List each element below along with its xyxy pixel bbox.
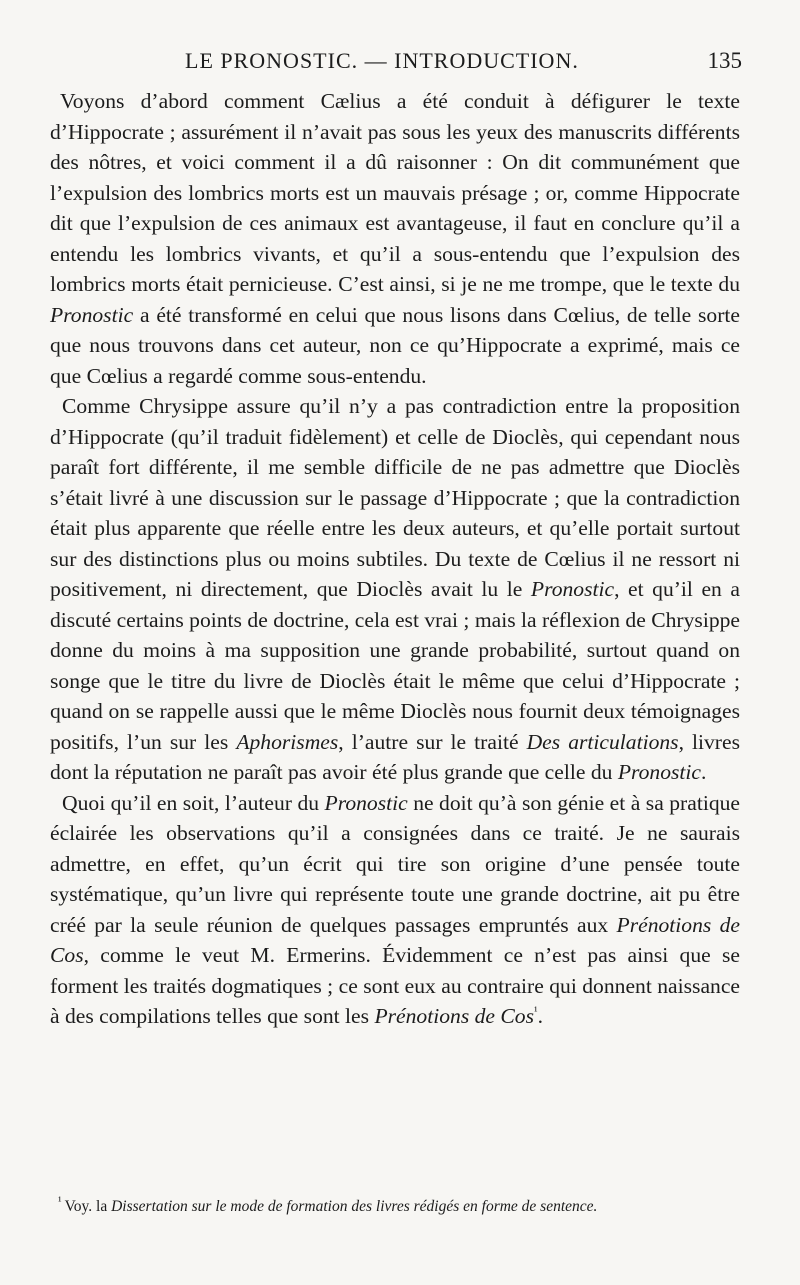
italic-title: Pronostic	[324, 790, 408, 815]
text-run: , comme le veut M. Ermerins. Évidemment ce n’est pas ainsi que se forment les traités dogmatiques ; ce sont eux au contraire qui donnent naissance à des compilations telles que sont les	[50, 943, 740, 1028]
text-run: .	[701, 760, 707, 784]
text-run: , et qu’il en a discuté certains points de doctrine, cela est vrai ; mais la réflexion de Chrysippe donne du moins à ma supposition une grande probabilité, surtout quand on songe que le titre du livre de Dioclès était le même que celui d’Hippocrate ; quand on se rappelle aussi que le même Dioclès nous fournit deux témoignages positifs, l’un sur les	[50, 577, 740, 754]
italic-title: Pronostic	[50, 302, 134, 327]
paragraph	[50, 86, 740, 391]
italic-title: Prénotions de Cos	[374, 1004, 535, 1028]
text-run: ne doit qu’à son génie et à sa pratique éclairée les observations qu’il a consignées dans ce traité. Je ne saurais admettre, en effet, qu’un écrit qui tire son origine d’une pensée toute systématique, qu’un livre qui représente toute une grande doctrine, ait pu être créé par la seule réunion de quelques passages empruntés aux	[50, 790, 741, 937]
italic-title: Prénotions de Cos	[50, 912, 740, 967]
italic-title: Pronostic	[617, 760, 701, 784]
text-run: , l’autre sur le traité	[338, 729, 527, 754]
text-run: , livres dont la réputation ne paraît pas avoir été plus grande que celle du	[50, 729, 740, 784]
italic-title: Pronostic	[530, 577, 615, 601]
main-text	[50, 86, 740, 1032]
text-run: Comme Chrysippe assure qu’il n’y a pas contradiction entre la proposition d’Hippocrate (qu’il traduit fidèlement) et celle de Dioclès, qui cependant nous paraît fort différente, il me semble difficile de ne pas admettre que Dioclès s’était livré à une discussion sur le passage d’Hippocrate ; que la contradiction était plus apparente que réelle entre les deux auteurs, et qu’elle portait surtout sur des distinctions plus ou moins subtiles. Du texte de Cœlius il ne ressort ni positivement, ni directement, que Dioclès avait lu le	[50, 394, 740, 601]
paragraph	[50, 391, 740, 788]
page-number: 135	[707, 48, 742, 73]
text-run: Voyons d’abord comment Cælius a été conduit à défigurer le texte d’Hippocrate ; assurément il n’avait pas sous les yeux des manuscrits différents des nôtres, et voici comment il a dû raisonner : On dit communément que l’expulsion des lombrics morts est un mauvais présage ; or, comme Hippocrate dit que l’expulsion de ces animaux est avantageuse, il faut en conclure qu’il a entendu les lombrics vivants, et qu’il a sous-entendu que l’expulsion des lombrics morts était pernicieuse. C’est ainsi, si je ne me trompe, que le texte du	[50, 89, 740, 296]
text-run: a été transformé en celui que nous lisons dans Cœlius, de telle sorte que nous trouvons dans cet auteur, non ce qu’Hippocrate a exprimé, mais ce que Cœlius a regardé comme sous-entendu.	[50, 302, 740, 388]
footnote	[58, 1193, 746, 1218]
footnote-reference: ¹	[534, 1003, 538, 1018]
text-run: .	[537, 1004, 544, 1028]
text-run: Voy. la	[64, 1198, 112, 1215]
paragraph	[50, 788, 740, 1032]
italic-title: Aphorismes	[236, 729, 339, 754]
footnote-reference: ¹	[58, 1193, 65, 1208]
page-header	[185, 48, 742, 78]
text-run: Quoi qu’il en soit, l’auteur du	[62, 790, 325, 815]
italic-title: Dissertation sur le mode de formation des livres rédigés en forme de sentence.	[111, 1198, 598, 1215]
running-head: LE PRONOSTIC. — INTRODUCTION.	[185, 48, 579, 73]
italic-title: Des articulations	[526, 729, 679, 754]
